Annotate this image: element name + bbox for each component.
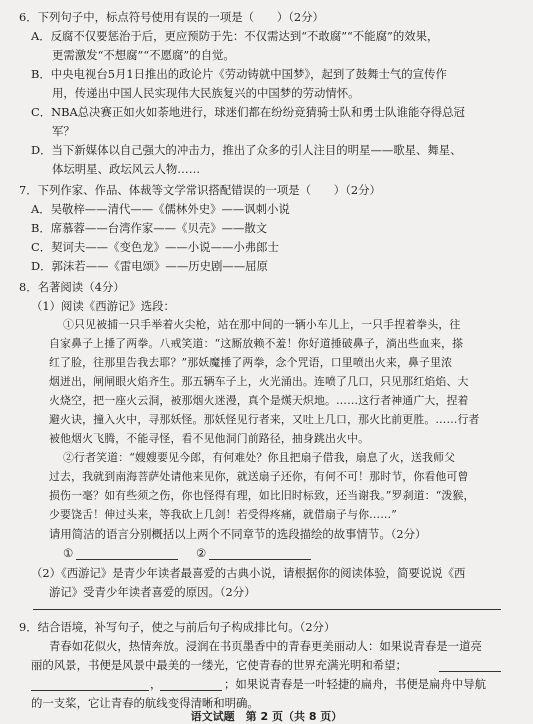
q8-part1-label: （1）阅读《西游记》选段： (31, 299, 175, 313)
excerpt1-line: 烟迸出，闸闸眼火焰齐生。那五辆车子上，火光涌出。连喷了几口，只见那红焰焰、大 (49, 375, 469, 388)
q8-part2-line1: （2）《西游记》是青少年读者最喜爱的古典小说，请根据你的阅读体验，简要说说《西 (31, 566, 466, 580)
excerpt2-line: ②行者笑道：“嫂嫂要见今郎，有何难处？你且把扇子借我，扇息了火，送我师父 (63, 451, 456, 464)
q6-option-b: B．中央电视台5月1日推出的政论片《劳动铸就中国梦》，起到了鼓舞士气的宣传作 (31, 67, 447, 81)
q9-stem: 9．结合语境，补写句子，使之与前后句子构成排比句。（2分） (19, 620, 336, 634)
answer-blank-1[interactable] (76, 559, 178, 560)
q9-line4: 的一支桨，它让青春的航线变得清晰和明确。 (31, 696, 259, 710)
excerpt2-line: 少要饶舌！伸过头来，等我砍上几剑！若受得疼痛，就借扇子与你……” (49, 508, 397, 521)
excerpt1-line: ①只见被捕一只手举着火尖枪，站在那中间的一辆小车儿上，一只手捏着拳头，往 (63, 318, 461, 331)
excerpt1-line: 自家鼻子上捶了两拳。八戒笑道：“这厮放赖不羞！你好道捶破鼻子，淌出些血来，搽 (49, 337, 464, 350)
excerpt1-line: 红了脸，往那里告我去耶？”那妖魔捶了两拳，念个咒语，口里喷出火来，鼻子里浓 (49, 356, 453, 369)
q6-option-d: D．当下新媒体以自己强大的冲击力，推出了众多的引人注目的明星——歌星、舞星、 (31, 143, 462, 157)
q7-option-b: B．席慕蓉——台湾作家——《贝壳》——散文 (31, 221, 268, 235)
q6-option-a: A．反腐不仅要惩治于后，更应预防于先：不仅需达到“不敢腐”“不能腐”的效果， (31, 29, 439, 43)
q7-option-d: D．郭沫若——《雷电颂》——历史剧——屈原 (31, 259, 268, 273)
q6-option-d-cont: 体坛明星、政坛风云人物…… (52, 162, 201, 176)
answer-blank-2-label: ② (196, 546, 207, 560)
q8-stem: 8．名著阅读（4分） (19, 280, 125, 294)
excerpt2-line: 损伤一毫？如有些须之伤，你也怪得有理，如比旧时标致，还当谢我。”罗刹道：“泼猴， (49, 489, 475, 502)
q8-part1-task: 请用简洁的语言分别概括以上两个不同章节的选段描绘的故事情节。（2分） (49, 527, 427, 541)
excerpt2-line: 过去，我就到南海菩萨处请他来见你，就送扇子还你，有何不可！那时节，你看他可曾 (49, 470, 469, 483)
answer-line-part2[interactable] (33, 609, 501, 610)
excerpt1-line: 火烧空，把一座火云洞，被那烟火迷漫，真个是熯天炽地。……这行者神通广大，捏着 (49, 394, 469, 407)
q7-option-a: A．吴敬梓——清代——《儒林外史》——讽刺小说 (31, 202, 290, 216)
q6-option-c-cont: 军？ (52, 124, 75, 138)
answer-blank-1-label: ① (63, 546, 74, 560)
q6-option-a-cont: 更需激发“不想腐”“不愿腐”的自觉。 (52, 48, 235, 62)
q9-comma: ， (150, 677, 162, 691)
excerpt1-line: 被他烟火飞腾，不能寻怪，看不见他洞门前路径，抽身跳出火中。 (49, 432, 370, 445)
page-footer: 语文试题 第 2 页（共 8 页） (190, 710, 343, 723)
q6-option-b-cont: 用，传递出中国人民实现伟大民族复兴的中国梦的劳动情怀。 (52, 86, 360, 100)
q7-stem: 7．下列作家、作品、体裁等文学常识搭配错误的一项是（ ）（2分） (19, 183, 381, 197)
excerpt1-line: 避火诀，撞入火中，寻那妖怪。那妖怪见行者来，又吐上几口，那火比前更胜。……行者 (49, 413, 480, 426)
answer-blank-2[interactable] (209, 559, 311, 560)
q9-line2: 丽的风景，书便是风景中最美的一缕光，它使青春的世界充满光明和希望； (31, 658, 407, 672)
q7-option-c: C．契诃夫——《变色龙》——小说——小弗郎士 (31, 240, 279, 254)
q6-stem: 6．下列句子中，标点符号使用有误的一项是（ ）（2分） (19, 10, 324, 24)
q6-option-c: C．NBA总决赛正如火如荼地进行，球迷们都在纷纷竞猜骑士队和勇士队谁能夺得总冠 (31, 105, 465, 119)
q9-line3: ；如果说青春是一叶轻捷的扁舟，书便是扁舟中导航 (224, 677, 486, 691)
q9-line1: 青春如花似火，热情奔放。浸润在书页墨香中的青春更美丽动人：如果说青春是一道亮 (49, 639, 482, 653)
q9-blank-b[interactable] (31, 690, 149, 691)
q9-blank-a[interactable] (439, 671, 501, 672)
q8-part2-line2: 游记》受青少年读者喜爱的原因。（2分） (49, 585, 256, 599)
q9-blank-c[interactable] (160, 690, 222, 691)
